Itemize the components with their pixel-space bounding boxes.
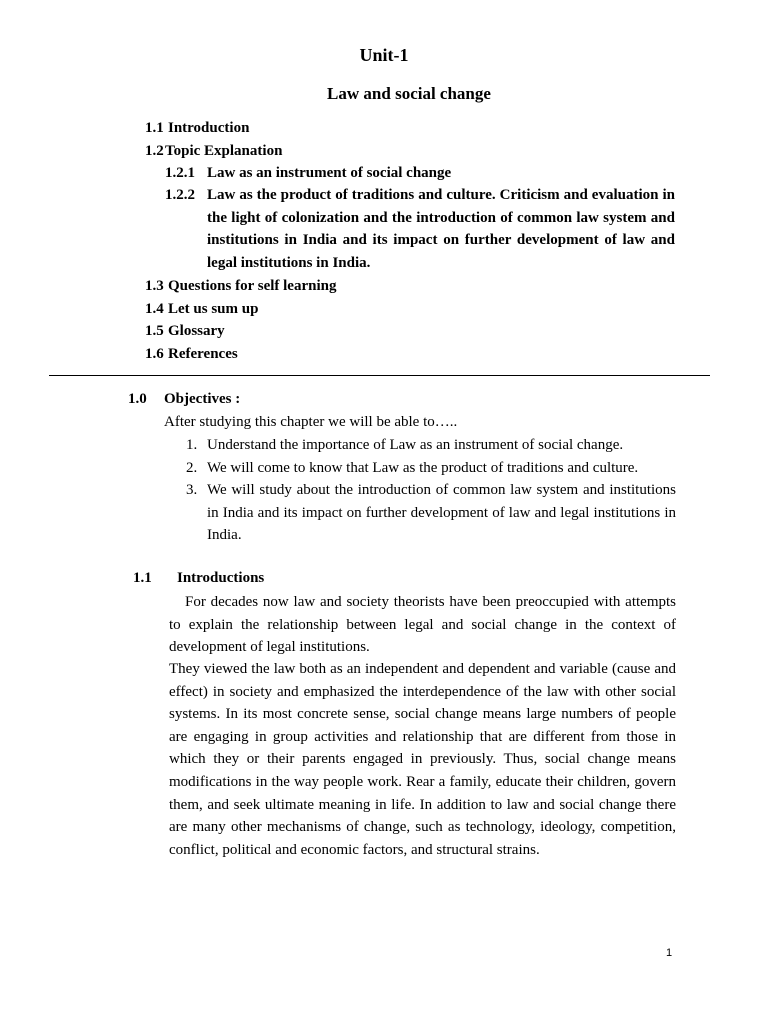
objectives-intro: After studying this chapter we will be able to….. — [164, 414, 458, 430]
introduction-paragraph-1: For decades now law and society theorists have been preoccupied with attempts to explain the relationship between legal and social change in the context of development of legal institutions. — [169, 594, 676, 656]
toc-number: 1.4 — [145, 301, 164, 317]
toc-label: Topic Explanation — [165, 143, 283, 159]
list-item — [164, 479, 676, 547]
list-item — [164, 434, 676, 457]
unit-heading: Unit-1 — [359, 45, 409, 65]
toc-number: 1.5 — [145, 323, 164, 339]
introduction-paragraph-2: They viewed the law both as an independent and dependent and variable (cause and effect) in society and emphasized the interdependence of the law with other social systems. In its most concrete sense, social change means large numbers of people are engaging in group activities and relationship that are different from those in which they or their parents engaged in previously. Thus, social change means modifications in the way people work. Rear a family, educate their children, govern them, and seek ultimate meaning in life. In addition to law and social change there are many other mechanisms of change, such as technology, ideology, competition, conflict, political and economic factors, and structural strains. — [169, 661, 676, 858]
objectives-heading: Objectives : — [164, 391, 241, 407]
objectives-list — [164, 434, 676, 547]
toc-number: 1.2 — [145, 143, 164, 159]
section-divider — [49, 375, 710, 376]
toc-number: 1.6 — [145, 346, 164, 362]
toc-number: 1.2.2 — [165, 187, 195, 203]
list-item-text: Understand the importance of Law as an instrument of social change. — [207, 437, 624, 453]
list-item-text: We will come to know that Law as the product of traditions and culture. — [207, 459, 639, 476]
toc-number: 1.3 — [145, 278, 164, 294]
page-number: 1 — [666, 947, 673, 959]
list-item — [164, 457, 676, 480]
objectives-number: 1.0 — [128, 391, 147, 407]
toc-label: Glossary — [168, 323, 225, 339]
page-title: Law and social change — [327, 84, 491, 103]
list-item-number: 3. — [186, 482, 198, 498]
toc-label: Law as an instrument of social change — [207, 165, 452, 181]
toc-item-1-2-2: Law as the product of traditions and culture. Criticism and evaluation in the light of colonization and the introduction of common law system and institutions in India and its impact on further development of law and legal institutions in India. — [207, 187, 675, 271]
toc-label: Let us sum up — [168, 301, 259, 317]
toc-label: Introduction — [168, 120, 250, 136]
toc-number: 1.1 — [145, 120, 164, 136]
toc-number: 1.2.1 — [165, 165, 195, 181]
list-item-number: 2. — [186, 459, 198, 476]
list-item-text: We will study about the introduction of common law system and institutions in India and its impact on further development of law and legal institutions in India. — [207, 482, 676, 543]
toc-label: References — [168, 346, 238, 362]
introduction-number: 1.1 — [133, 570, 152, 586]
introduction-heading: Introductions — [177, 570, 265, 586]
toc-label: Questions for self learning — [168, 278, 337, 294]
list-item-number: 1. — [186, 437, 198, 453]
